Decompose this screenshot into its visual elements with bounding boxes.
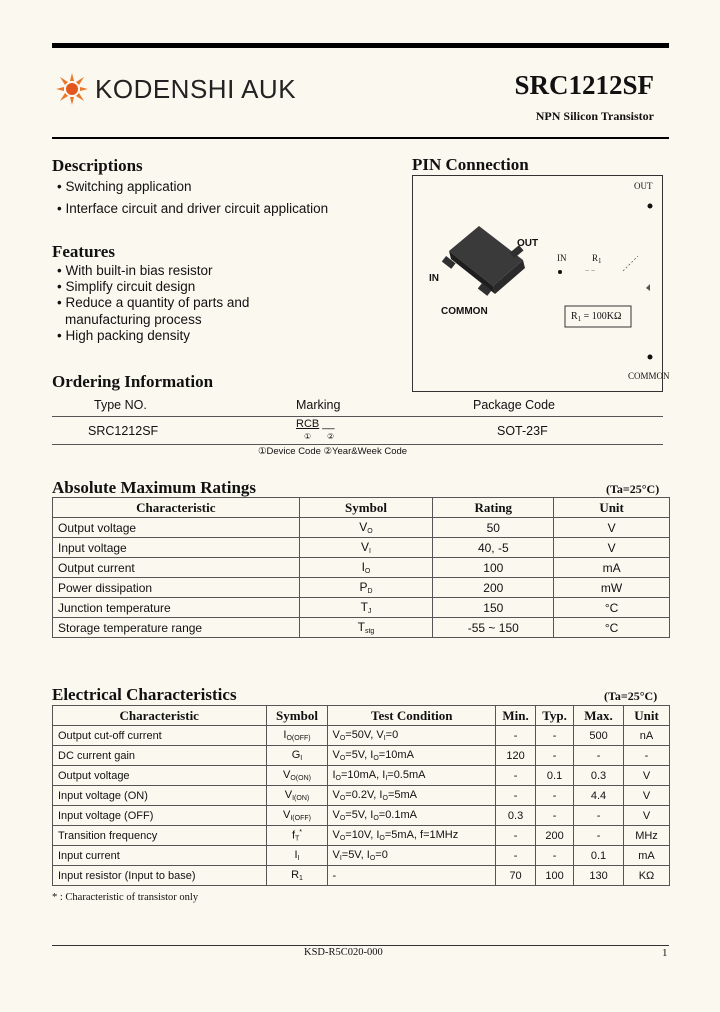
feature-item: • Simplify circuit design bbox=[57, 279, 196, 294]
ordering-rule-bottom bbox=[52, 444, 663, 445]
feature-item-cont: manufacturing process bbox=[65, 312, 202, 327]
ordering-note: ①Device Code ②Year&Week Code bbox=[258, 446, 408, 457]
abs-header-char: Characteristic bbox=[53, 498, 300, 518]
pkg-in-label: IN bbox=[429, 273, 439, 284]
sch-out-label: OUT bbox=[634, 181, 653, 191]
sch-r1-label: $R_1$ bbox=[592, 253, 602, 265]
elec-table: Characteristic Symbol Test Condition Min. Typ. Max. Unit Output cut-off current $I_{O(OFF)}$ $V_O=50V$, $V_I=0$ - - 500 nA DC current gain $G_I$ $V_O=5V$, $I_O=10mA$ 120 - - - Output voltage $V_{O(ON)}$ $I_O=10mA$, $I_I=0.5mA$ - 0.1 0.3 V Input voltage (ON) $V_{I(ON)}$ $V_O=0.2V$, $I_O=5mA$ - - 4.4 V Input voltage (OFF) $V_{I(OFF)}$ $V_O=5V$, $I_O=0.1mA$ 0.3 - - V Transition frequency $f_T^*$ $V_O=10V$, $I_O=5mA$, f=1MHz - 200 - MHz Input current $I_I$ $V_I=5V$, $I_O=0$ - - 0.1 mA Input resistor (Input to base) $R_1$ - 70 100 130 KΩ bbox=[52, 705, 670, 886]
table-row: Input current $I_I$ $V_I=5V$, $I_O=0$ - - 0.1 mA bbox=[53, 846, 670, 866]
ordering-marking-value: RCB __ bbox=[296, 418, 335, 430]
ordering-type-value: SRC1212SF bbox=[88, 424, 159, 438]
product-subtitle: NPN Silicon Transistor bbox=[535, 109, 654, 123]
table-row: Output cut-off current $I_{O(OFF)}$ $V_O=50V$, $V_I=0$ - - 500 nA bbox=[53, 726, 670, 746]
table-row: Transition frequency $f_T^*$ $V_O=10V$, $I_O=5mA$, f=1MHz - 200 - MHz bbox=[53, 826, 670, 846]
footer-page-number: 1 bbox=[662, 947, 668, 959]
part-number-title: SRC1212SF bbox=[514, 70, 654, 100]
resistor-value-label: $R_1 = 100K\Omega$ bbox=[571, 311, 622, 323]
table-row: Storage temperature range $T_{stg}$ -55 ~ 150 °C bbox=[53, 618, 670, 638]
feature-item: • High packing density bbox=[57, 328, 191, 343]
sch-common-label: COMMON bbox=[628, 371, 670, 381]
descriptions-heading: Descriptions bbox=[52, 156, 143, 175]
feature-item: • Reduce a quantity of parts and bbox=[57, 295, 250, 310]
abs-max-heading: Absolute Maximum Ratings bbox=[52, 478, 257, 497]
abs-max-table bbox=[52, 497, 670, 638]
top-rule bbox=[52, 43, 669, 48]
elec-footnote: * : Characteristic of transistor only bbox=[52, 892, 199, 903]
pin-connection-heading: PIN Connection bbox=[412, 155, 529, 174]
ordering-marking-digit2: ② bbox=[327, 432, 335, 441]
sot23-package-diagram bbox=[413, 176, 664, 393]
table-row: Input resistor (Input to base) $R_1$ - 70 100 130 KΩ bbox=[53, 866, 670, 886]
elec-condition: (Ta=25°C) bbox=[604, 689, 658, 703]
abs-header-unit: Unit bbox=[554, 498, 670, 518]
pin-diagram-box bbox=[412, 175, 670, 392]
table-row: Power dissipation $P_D$ 200 mW bbox=[53, 578, 670, 598]
kodenshi-sunburst-icon bbox=[55, 72, 89, 106]
table-row: Output current $I_O$ 100 mA bbox=[53, 558, 670, 578]
ordering-header-marking: Marking bbox=[296, 398, 341, 412]
feature-item: • With built-in bias resistor bbox=[57, 263, 213, 278]
ordering-marking-digit1: ① bbox=[304, 432, 312, 441]
company-name: KODENSHI AUK bbox=[95, 73, 297, 104]
elec-heading: Electrical Characteristics bbox=[52, 685, 237, 704]
features-heading: Features bbox=[52, 242, 115, 261]
table-row: Input voltage $V_I$ 40, -5 V bbox=[53, 538, 670, 558]
abs-header-rating: Rating bbox=[433, 498, 554, 518]
description-item: • Switching application bbox=[57, 179, 192, 194]
abs-max-condition: (Ta=25°C) bbox=[606, 482, 660, 496]
footer-doc-code: KSD-R5C020-000 bbox=[304, 947, 383, 958]
ordering-header-type: Type NO. bbox=[94, 398, 147, 412]
svg-text:~ ~: ~ ~ bbox=[585, 268, 596, 275]
description-item: • Interface circuit and driver circuit application bbox=[57, 201, 329, 216]
pkg-out-label: OUT bbox=[517, 238, 539, 249]
sch-in-label: IN bbox=[557, 253, 567, 263]
ordering-package-value: SOT-23F bbox=[497, 424, 548, 438]
table-row: DC current gain $G_I$ $V_O=5V$, $I_O=10mA$ 120 - - - bbox=[53, 746, 670, 766]
ordering-heading: Ordering Information bbox=[52, 372, 214, 391]
ordering-header-package: Package Code bbox=[473, 398, 556, 412]
abs-header-symbol: Symbol bbox=[299, 498, 433, 518]
table-row: Input voltage (ON) $V_{I(ON)}$ $V_O=0.2V$, $I_O=5mA$ - - 4.4 V bbox=[53, 786, 670, 806]
footer-rule bbox=[52, 945, 669, 946]
table-row: Input voltage (OFF) $V_{I(OFF)}$ $V_O=5V$, $I_O=0.1mA$ 0.3 - - V bbox=[53, 806, 670, 826]
header-rule bbox=[52, 137, 669, 139]
company-logo bbox=[55, 72, 296, 106]
table-row: Output voltage $V_O$ 50 V bbox=[53, 518, 670, 538]
pkg-common-label: COMMON bbox=[441, 306, 488, 317]
table-row: Output voltage $V_{O(ON)}$ $I_O=10mA$, $I_I=0.5mA$ - 0.1 0.3 V bbox=[53, 766, 670, 786]
ordering-rule-top bbox=[52, 416, 663, 417]
table-row: Junction temperature $T_J$ 150 °C bbox=[53, 598, 670, 618]
